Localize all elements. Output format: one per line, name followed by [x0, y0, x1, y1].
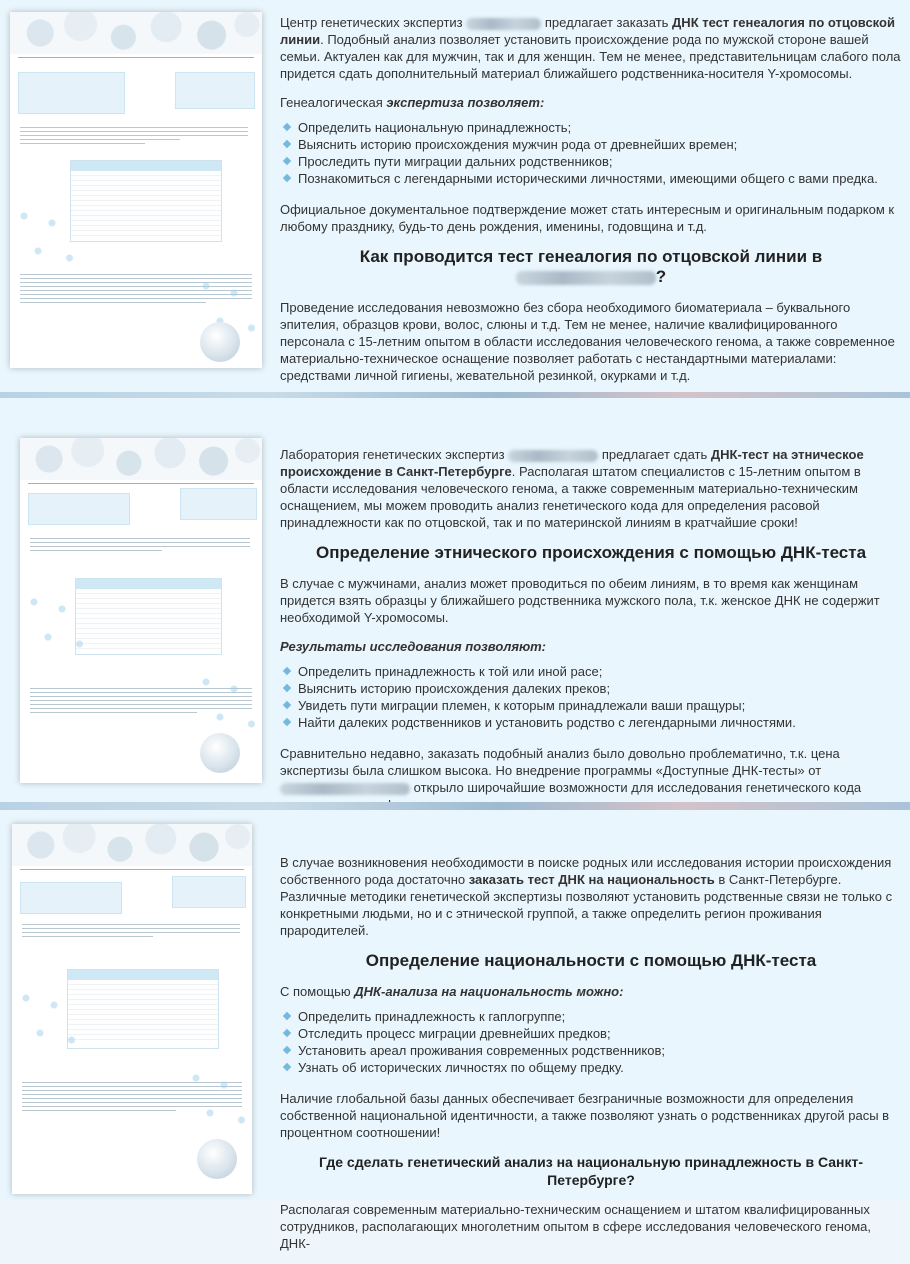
paragraph: Располагая современным материально-техническим оснащением и штатом квалифицированных сотрудников, располагающих многолетним опытом в сфере исследования человеческого генома, ДНК- [280, 1202, 871, 1251]
subsection-heading: Где сделать генетический анализ на национальную принадлежность в Санкт-Петербурге? [318, 1154, 864, 1188]
section-nationality [0, 810, 910, 1251]
section-genealogy [0, 0, 910, 392]
paragraph: В случае с мужчинами, анализ может проводиться по обеим линиям, в то время как женщинам придется взять образцы у ближайшего родственника мужского пола, т.к. женское ДНК не содержит необходимой Y-хромосомы. [280, 576, 880, 625]
feature-list [280, 119, 902, 187]
paragraph: Сравнительно недавно, заказать подобный анализ было довольно проблематично, т.к. цена экспертизы была слишком высока. Но внедрение программы «Доступные ДНК-тесты» от открыло широчайшие возможности для исследования генетического кода [280, 746, 862, 795]
blurred-company-name [280, 783, 410, 795]
section-heading: Определение этнического происхождения с помощью ДНК-теста [315, 543, 867, 562]
list-item: Познакомиться с легендарными историческими личностями, имеющими общего с вами предка. [280, 170, 902, 187]
list-item: Увидеть пути миграции племен, к которым принадлежали ваши пращуры; [280, 697, 902, 714]
section2-text [280, 446, 902, 825]
list-item: Найти далеких родственников и установить родство с легендарными личностями. [280, 714, 902, 731]
blurred-company-name [508, 450, 598, 462]
highlight-link[interactable]: ДНК тест генеалогия по отцовской линии [280, 15, 895, 47]
certificate-thumbnail-2[interactable] [20, 438, 262, 783]
highlight-link[interactable]: ДНК-тест на этническое происхождение в Санкт-Петербурге [280, 447, 864, 479]
results-label: Результаты исследования позволяют: [280, 639, 546, 654]
certificate-thumbnail-1[interactable] [10, 12, 262, 368]
section-heading: Определение национальности с помощью ДНК-теста [365, 951, 817, 970]
section1-text [280, 14, 902, 396]
paragraph: Центр генетических экспертиз предлагает заказать ДНК тест генеалогия по отцовской линии. Подобный анализ позволяет установить происхождение рода по мужской стороне вашей семьи. Актуален как для мужчин, так и для женщин. Тем не менее, представительницам слабого пола придется сдать дополнительный материал ближайшего родственника-носителя Y-хромосомы. [280, 15, 901, 81]
list-item: Определить принадлежность к той или иной расе; [280, 663, 902, 680]
certificate-header-decoration [10, 12, 262, 54]
list-item: Определить принадлежность к гаплогруппе; [280, 1008, 902, 1025]
list-item: Определить национальную принадлежность; [280, 119, 902, 136]
feature-list [280, 663, 902, 731]
certificate-header-decoration [20, 438, 262, 480]
list-item: Узнать об исторических личностях по общему предку. [280, 1059, 902, 1076]
paragraph: Проведение исследования невозможно без сбора необходимого биоматериала – буквального эпителия, образцов крови, волос, слюны и т.д. Тем не менее, наличие квалифицированного персонала с 15-летним опытом в области исследования человеческого генома, а также современное материально-техническое оснащение позволяет работать с нестандартными материалами: средствами личной гигиены, жевательной резинкой, окурками и т.д. [280, 300, 895, 383]
paragraph: Официальное документальное подтверждение может стать интересным и оригинальным подарком к любому празднику, будь-то день рождения, именины, годовщина и т.д. [280, 202, 895, 234]
divider-band [0, 802, 910, 810]
paragraph: С помощью ДНК-анализа на национальность можно: [280, 984, 624, 999]
blurred-company-name [466, 18, 541, 30]
list-item: Проследить пути миграции дальних родственников; [280, 153, 902, 170]
paragraph: Лаборатория генетических экспертиз предлагает сдать ДНК-тест на этническое происхождение в Санкт-Петербурге. Располагая штатом специалистов с 15-летним опытом в области исследования человеческого генома, а также современным материально-техническим оснащением, мы можем проводить анализ генетического кода для определения расовой принадлежности как по отцовской, так и по материнской линиям в кратчайшие сроки! [280, 447, 864, 530]
paragraph: В случае возникновения необходимости в поиске родных или исследования истории происхождения собственного рода достаточно заказать тест ДНК на национальность в Санкт-Петербурге. Различные методики генетической экспертизы позволяют установить родственные связи не только с конкретными людьми, но и с этнической группой, а также определить регион проживания прародителей. [280, 855, 893, 938]
list-item: Установить ареал проживания современных родственников; [280, 1042, 902, 1059]
list-item: Выяснить историю происхождения мужчин рода от древнейших времен; [280, 136, 902, 153]
section3-text [280, 854, 902, 1264]
certificate-header-decoration [12, 824, 252, 866]
section-heading: Как проводится тест генеалогия по отцовской линии в ? [359, 247, 823, 286]
paragraph: Генеалогическая экспертиза позволяет: [280, 95, 545, 110]
paragraph: Наличие глобальной базы данных обеспечивает безграничные возможности для определения собственной национальной идентичности, а также позволяют узнать о родственниках другой расы в процентном соотношении! [280, 1091, 890, 1140]
list-item: Выяснить историю происхождения далеких преков; [280, 680, 902, 697]
section-ethnic-origin [0, 398, 910, 802]
certificate-thumbnail-3[interactable] [12, 824, 252, 1194]
feature-list [280, 1008, 902, 1076]
highlight-link[interactable]: заказать тест ДНК на национальность [468, 872, 715, 887]
blurred-company-name [516, 271, 656, 285]
list-item: Отследить процесс миграции древнейших предков; [280, 1025, 902, 1042]
